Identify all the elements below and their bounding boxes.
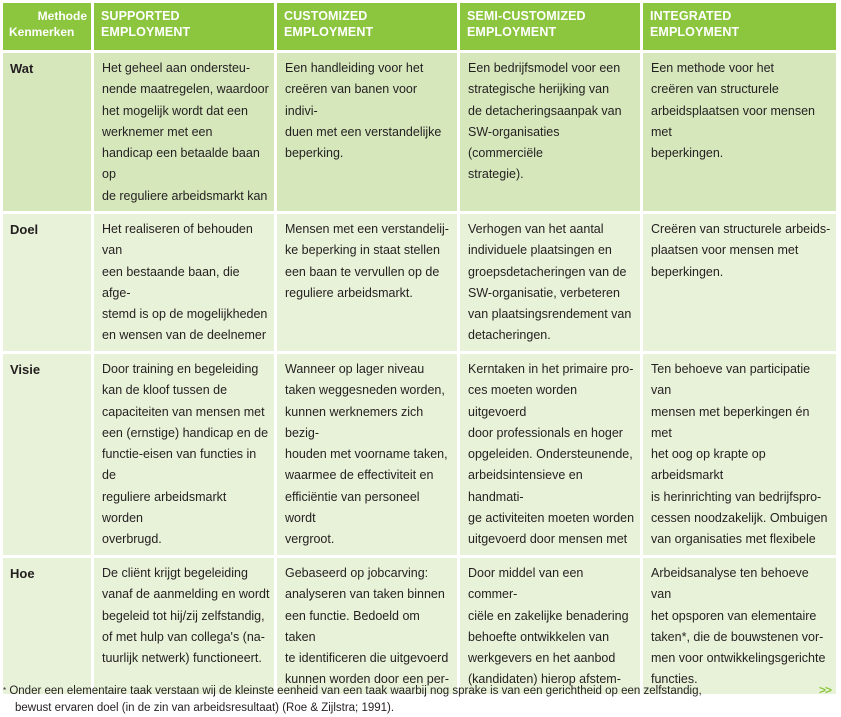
cell-line: uitgevoerd door mensen met [468, 532, 628, 547]
cell-line: ke beperking in staat stellen [285, 243, 440, 258]
cell-line: functie-eisen van functies in de [102, 447, 257, 483]
cell-line: Gebaseerd op jobcarving: [285, 566, 429, 580]
cell-line: mensen met beperkingen én met [651, 404, 810, 440]
cell-line: of met hulp van collega's (na- [102, 629, 265, 644]
column-header-customized [277, 3, 457, 50]
table-cell [277, 354, 457, 555]
column-header-line: SEMI-CUSTOMIZED [467, 9, 586, 23]
footnote [3, 683, 763, 717]
cell-line: groepsdetacheringen van de [468, 264, 627, 279]
cell-line [102, 207, 270, 211]
column-header-line: EMPLOYMENT [467, 25, 557, 39]
table-cell [94, 214, 274, 351]
table-cell [277, 558, 457, 694]
cell-line: Door training en begeleiding [102, 362, 259, 376]
table-cell [460, 214, 640, 351]
cell-line: analyseren van taken binnen [285, 587, 445, 602]
cell-line: van plaatsingsrendement van [468, 307, 632, 322]
cell-line: Arbeidsanalyse ten behoeve van [651, 566, 809, 602]
cell-line: Ten behoeve van participatie van [651, 362, 811, 398]
cell-line: Mensen met een verstandelij- [285, 222, 449, 236]
cell-line: Wanneer op lager niveau [285, 362, 425, 376]
cell-line: strategische herijking van [468, 82, 610, 97]
cell-line: detacheringen. [468, 328, 551, 343]
cell-line: opgeleiden. Ondersteunende, [468, 447, 633, 462]
column-header-line: SUPPORTED [101, 9, 180, 23]
cell-line: het oog op krapte op arbeidsmarkt [651, 447, 766, 483]
column-header-line: EMPLOYMENT [284, 25, 374, 39]
cell-line: SW-organisatie, verbeteren [468, 285, 620, 300]
cell-line: reguliere arbeidsmarkt. [285, 285, 413, 300]
column-header-line: EMPLOYMENT [101, 25, 191, 39]
footnote-marker: * [3, 686, 7, 695]
cell-line: kunnen worden door een per- [285, 672, 450, 687]
cell-line: de detacheringsaanpak van [468, 103, 622, 118]
column-header-line: INTEGRATED [650, 9, 732, 23]
footnote-line-2: bewust ervaren doel (in de zin van arbeidsresultaat) (Roe & Zijlstra; 1991). [15, 702, 395, 714]
cell-line: werkgevers en het aanbod [468, 651, 616, 666]
column-header-line: CUSTOMIZED [284, 9, 368, 23]
cell-line: het opsporen van elementaire [651, 608, 817, 623]
table-cell [94, 354, 274, 555]
cell-line: begeleid tot hij/zij zelfstandig, [102, 608, 265, 623]
cell-line: capaciteiten van mensen met [102, 404, 265, 419]
table-cell [277, 214, 457, 351]
cell-line: vanaf de aanmelding en wordt [102, 587, 270, 602]
cell-line: taken weggesneden worden, [285, 383, 445, 398]
cell-line: een baan te vervullen op de [285, 264, 440, 279]
cell-line: de reguliere arbeidsmarkt kan [102, 188, 268, 203]
cell-line: efficiëntie van personeel wordt [285, 489, 420, 526]
table-cell [643, 558, 836, 694]
cell-line: Kerntaken in het primaire pro- [468, 362, 634, 376]
cell-line: strategie). [468, 167, 524, 182]
cell-line: Een bedrijfsmodel voor een [468, 61, 621, 75]
cell-line: tuurlijk netwerk) functioneert. [102, 651, 262, 666]
table-cell [460, 558, 640, 694]
row-label-doel: Doel [3, 214, 91, 351]
cell-line: ces moeten worden uitgevoerd [468, 383, 578, 419]
cell-line: en wensen van de deelnemer [102, 328, 267, 343]
corner-label-methode: Methode [37, 9, 87, 23]
cell-line: vergroot. [285, 532, 335, 547]
next-page-link[interactable]: >> [818, 683, 831, 697]
cell-line: nende maatregelen, waardoor [102, 82, 269, 97]
cell-line: Een methode voor het [651, 61, 774, 75]
corner-label-kenmerken: Kenmerken [9, 25, 75, 39]
cell-line: stemd is op de mogelijkheden [102, 307, 268, 322]
table-cell [643, 354, 836, 555]
cell-line: beperking. [285, 146, 344, 161]
cell-line: arbeidsintensieve en handmati- [468, 468, 583, 504]
column-header-line: EMPLOYMENT [650, 25, 740, 39]
cell-line: het mogelijk wordt dat een [102, 103, 248, 118]
row-label-wat: Wat [3, 53, 91, 211]
table-cell [460, 354, 640, 555]
cell-line: Het realiseren of behouden van [102, 222, 253, 258]
cell-line: werknemer met een [102, 124, 213, 139]
row-label-hoe: Hoe [3, 558, 91, 694]
cell-line [651, 551, 832, 555]
cell-line: handicap een betaalde baan op [102, 146, 260, 182]
cell-line: door professionals en hoger [468, 425, 623, 440]
table-corner-header [3, 3, 91, 50]
cell-line: men voor ontwikkelingsgerichte [651, 651, 826, 666]
table-cell [643, 53, 836, 211]
table-cell [94, 558, 274, 694]
column-header-integrated [643, 3, 836, 50]
cell-line: van organisaties met flexibele [651, 532, 816, 547]
cell-line: plaatsen voor mensen met [651, 243, 799, 258]
cell-line: te identificeren die uitgevoerd [285, 651, 449, 666]
employment-methods-table [3, 3, 836, 694]
cell-line: ciële en zakelijke benadering [468, 608, 629, 623]
cell-line: waarmee de effectiviteit en [285, 468, 434, 483]
cell-line: Verhogen van het aantal [468, 222, 604, 236]
cell-line: Het geheel aan ondersteu- [102, 61, 251, 75]
cell-line: beperkingen. [651, 264, 724, 279]
table-cell [460, 53, 640, 211]
cell-line [468, 551, 636, 555]
cell-line: cessen noodzakelijk. Ombuigen [651, 511, 828, 526]
cell-line: creëren van banen voor indivi- [285, 82, 418, 118]
cell-line: kan de kloof tussen de [102, 383, 228, 398]
cell-line: ge activiteiten moeten worden [468, 511, 635, 526]
cell-line: functies. [651, 672, 698, 687]
cell-line: beperkingen. [651, 146, 724, 161]
table-cell [277, 53, 457, 211]
row-label-visie: Visie [3, 354, 91, 555]
table-cell [643, 214, 836, 351]
cell-line: taken*, die de bouwstenen vor- [651, 629, 824, 644]
cell-line: houden met voorname taken, [285, 447, 448, 462]
cell-line: een (ernstige) handicap en de [102, 425, 269, 440]
cell-line: De cliënt krijgt begeleiding [102, 566, 248, 580]
cell-line: een functie. Bedoeld om taken [285, 608, 420, 644]
cell-line: behoefte ontwikkelen van [468, 629, 610, 644]
cell-line: is herinrichting van bedrijfspro- [651, 489, 822, 504]
cell-line: reguliere arbeidsmarkt worden [102, 489, 227, 526]
footnote-line-1: Onder een elementaire taak verstaan wij de kleinste eenheid van een taak waarbij nog sprake is van een gerichtheid op een zelfstandig, [9, 685, 702, 697]
cell-line: een bestaande baan, die afge- [102, 264, 240, 300]
cell-line: overbrugd. [102, 532, 162, 547]
cell-line: Een handleiding voor het [285, 61, 424, 75]
cell-line: kunnen werknemers zich bezig- [285, 404, 424, 440]
cell-line: SW-organisaties (commerciële [468, 124, 560, 161]
column-header-supported [94, 3, 274, 50]
cell-line: arbeidsplaatsen voor mensen met [651, 103, 815, 139]
cell-line: duen met een verstandelijke [285, 124, 442, 139]
table-cell [94, 53, 274, 211]
cell-line: Door middel van een commer- [468, 566, 584, 602]
cell-line: creëren van structurele [651, 82, 779, 97]
cell-line: individuele plaatsingen en [468, 243, 612, 258]
cell-line [102, 347, 270, 351]
cell-line: Creëren van structurele arbeids- [651, 222, 831, 236]
column-header-semi-customized [460, 3, 640, 50]
cell-line: (kandidaten) hierop afstem- [468, 672, 621, 687]
